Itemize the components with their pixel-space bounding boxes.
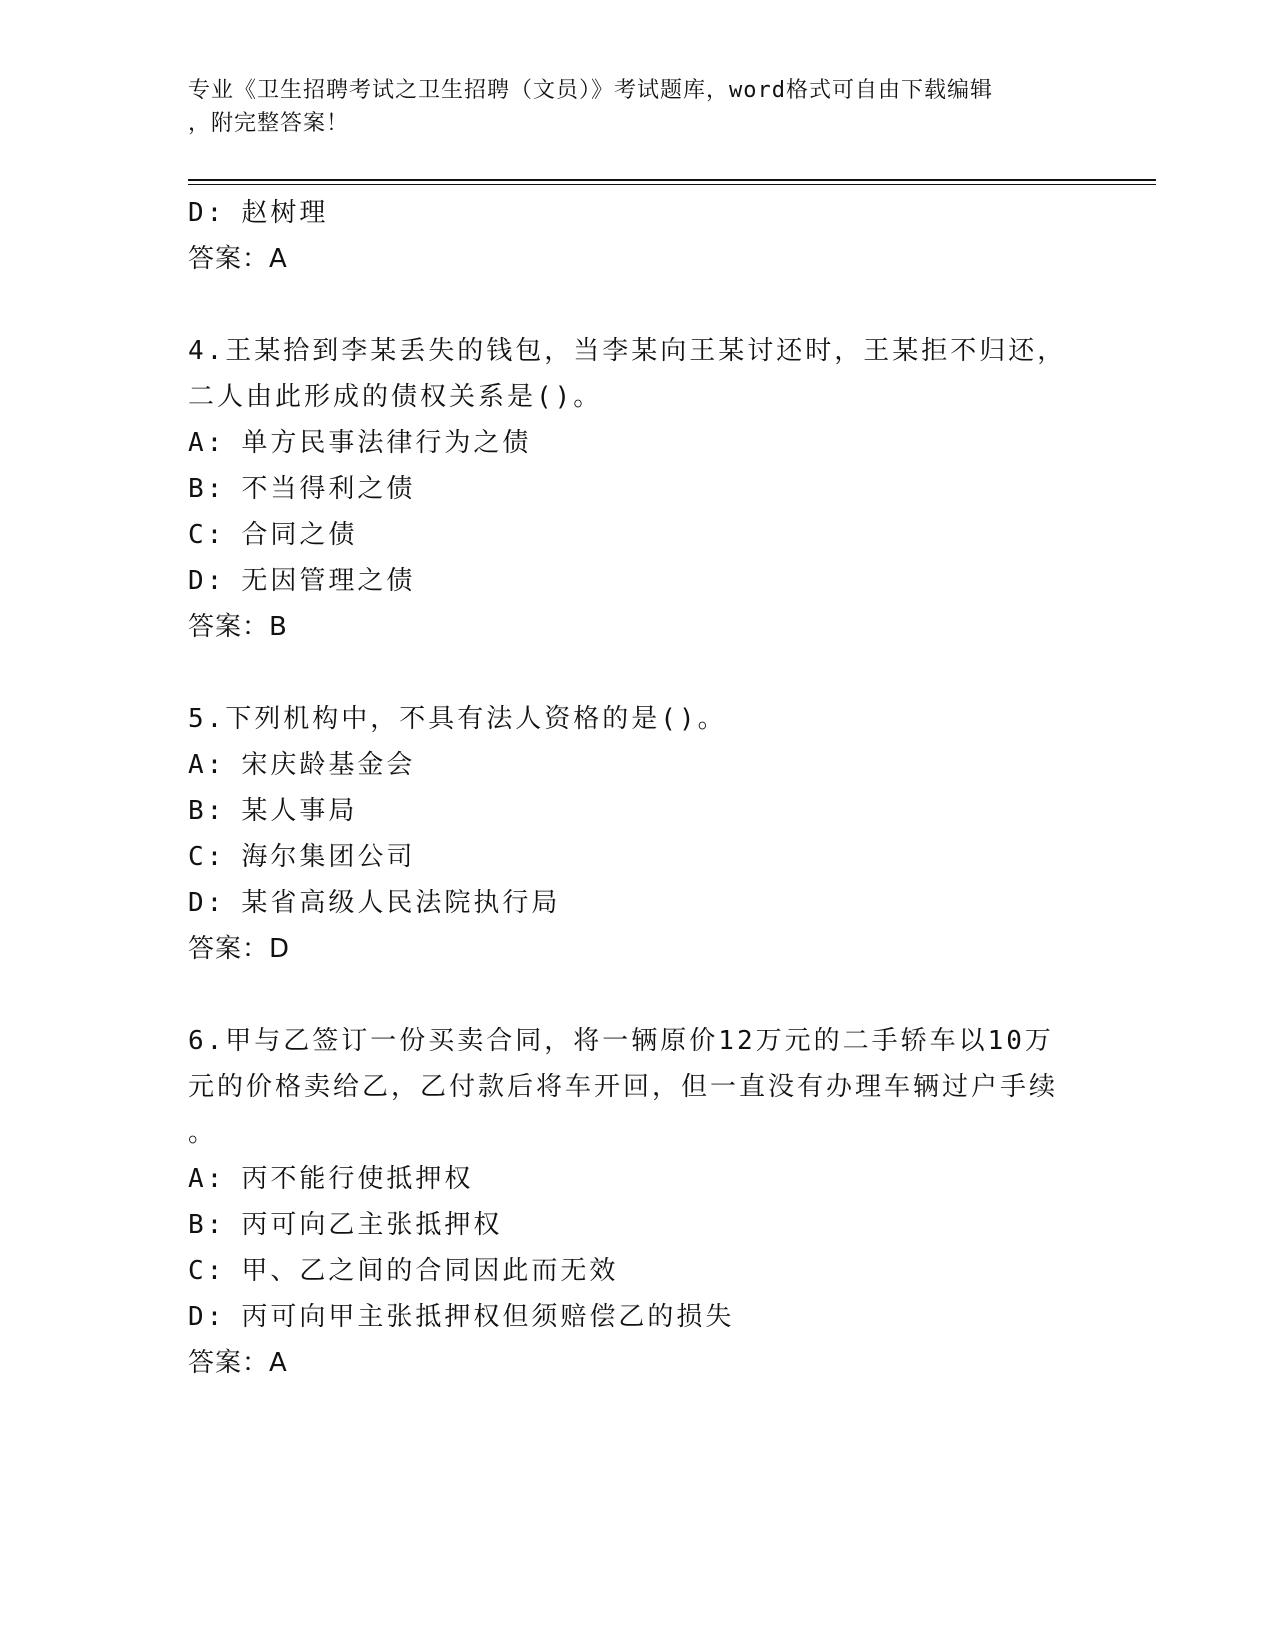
option-text: 某省高级人民法院执行局 <box>241 888 561 918</box>
option-text: 宋庆龄基金会 <box>241 750 416 780</box>
option-text: 不当得利之债 <box>241 474 416 504</box>
option-a <box>188 742 1068 788</box>
option-key: A: <box>188 750 226 780</box>
answer-line: 答案：A <box>188 244 288 274</box>
option-a <box>188 420 1068 466</box>
option-key: A: <box>188 428 226 458</box>
option-key: D: <box>188 566 226 596</box>
option-text: 某人事局 <box>241 796 358 826</box>
option-text: 无因管理之债 <box>241 566 416 596</box>
question-4 <box>188 328 1068 650</box>
question-stem-line: 6.甲与乙签订一份买卖合同，将一辆原价12万元的二手轿车以10万 <box>188 1026 1054 1056</box>
option-text: 丙可向乙主张抵押权 <box>241 1210 503 1240</box>
option-key: D: <box>188 1302 226 1332</box>
option-text: 合同之债 <box>241 520 358 550</box>
answer-line: 答案：A <box>188 1348 288 1378</box>
option-key: A: <box>188 1164 226 1194</box>
document-header <box>188 74 1068 140</box>
option-c <box>188 512 1068 558</box>
question-stem-line: 元的价格卖给乙，乙付款后将车开回，但一直没有办理车辆过户手续 <box>188 1072 1059 1102</box>
question-list <box>188 190 1068 1386</box>
option-b <box>188 1202 1068 1248</box>
option-text: 甲、乙之间的合同因此而无效 <box>241 1256 619 1286</box>
option-c <box>188 834 1068 880</box>
question-stem-line: 。 <box>188 1118 218 1148</box>
option-d <box>188 190 1068 236</box>
option-key: C: <box>188 520 226 550</box>
option-text: 丙不能行使抵押权 <box>241 1164 474 1194</box>
option-d <box>188 1294 1068 1340</box>
option-key: C: <box>188 1256 226 1286</box>
answer-line: 答案：D <box>188 934 291 964</box>
header-line-2: ，附完整答案！ <box>188 111 350 136</box>
option-b <box>188 466 1068 512</box>
option-d <box>188 880 1068 926</box>
option-text: 赵树理 <box>241 198 329 228</box>
question-stem-line: 5.下列机构中，不具有法人资格的是()。 <box>188 704 727 734</box>
option-a <box>188 1156 1068 1202</box>
option-b <box>188 788 1068 834</box>
question-stem-line: 4.王某拾到李某丢失的钱包，当李某向王某讨还时，王某拒不归还， <box>188 336 1067 366</box>
answer-line: 答案：B <box>188 612 288 642</box>
question-5 <box>188 696 1068 972</box>
option-key: D: <box>188 198 226 228</box>
option-key: B: <box>188 796 226 826</box>
option-key: D: <box>188 888 226 918</box>
question-stem-line: 二人由此形成的债权关系是()。 <box>188 382 603 412</box>
option-key: B: <box>188 1210 226 1240</box>
option-d <box>188 558 1068 604</box>
header-line-1: 专业《卫生招聘考试之卫生招聘（文员）》考试题库，word格式可自由下载编辑 <box>188 78 993 103</box>
header-divider-thick <box>188 179 1156 181</box>
option-key: B: <box>188 474 226 504</box>
option-text: 单方民事法律行为之债 <box>241 428 532 458</box>
header-divider-thin <box>188 184 1156 185</box>
option-key: C: <box>188 842 226 872</box>
option-text: 海尔集团公司 <box>241 842 416 872</box>
previous-question-tail <box>188 190 1068 282</box>
option-text: 丙可向甲主张抵押权但须赔偿乙的损失 <box>241 1302 735 1332</box>
option-c <box>188 1248 1068 1294</box>
question-6 <box>188 1018 1068 1386</box>
